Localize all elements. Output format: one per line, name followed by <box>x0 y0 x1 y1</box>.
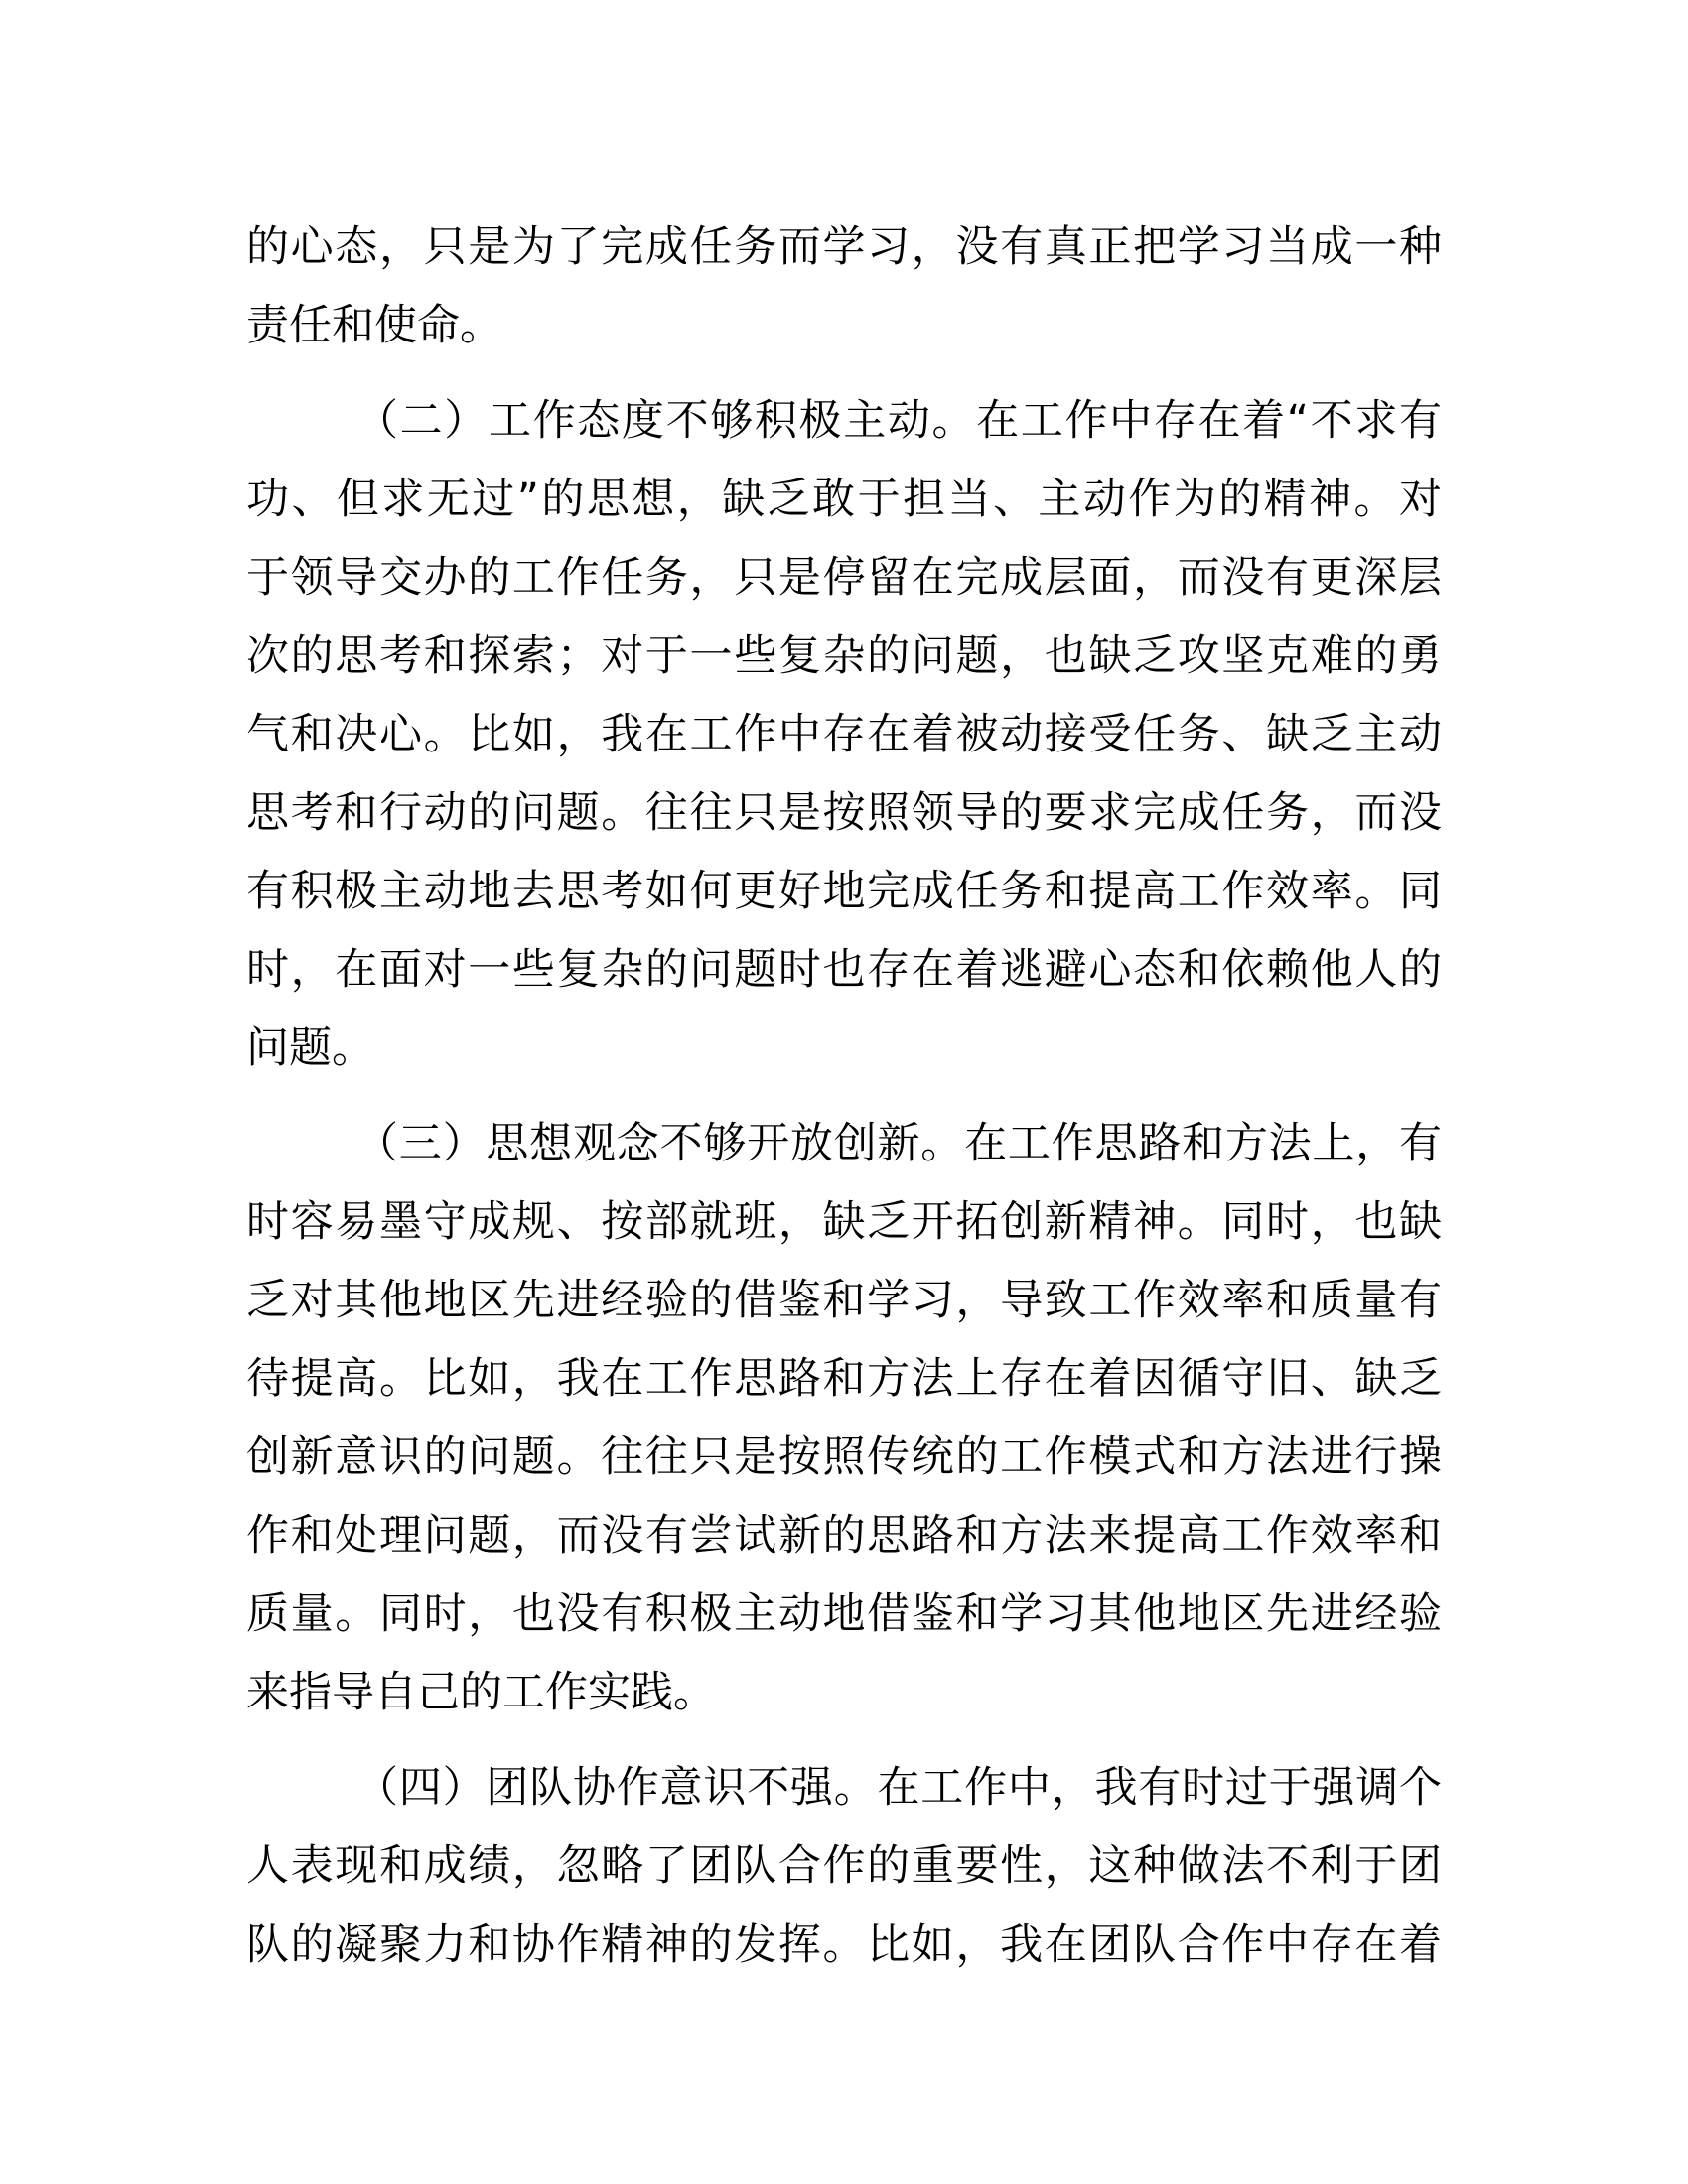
text-line: 次的思考和探索；对于一些复杂的问题，也缺乏攻坚克难的勇 <box>246 631 1442 681</box>
document-page <box>246 208 1442 2001</box>
text-line: 时容易墨守成规、按部就班，缺乏开拓创新精神。同时，也缺 <box>246 1197 1442 1247</box>
text-line: 质量。同时，也没有积极主动地借鉴和学习其他地区先进经验 <box>246 1589 1442 1639</box>
text-line: 气和决心。比如，我在工作中存在着被动接受任务、缺乏主动 <box>246 710 1442 759</box>
text-line: 思考和行动的问题。往往只是按照领导的要求完成任务，而没 <box>246 788 1442 838</box>
text-line: 的心态，只是为了完成任务而学习，没有真正把学习当成一种 <box>246 222 1442 272</box>
text-line: 有积极主动地去思考如何更好地完成任务和提高工作效率。同 <box>246 867 1442 916</box>
text-line: 来指导自己的工作实践。 <box>246 1668 716 1717</box>
paragraph-continuation <box>246 208 1442 365</box>
text-line: 时，在面对一些复杂的问题时也存在着逃避心态和依赖他人的 <box>246 945 1442 995</box>
text-line: 功、但求无过”的思想，缺乏敢于担当、主动作为的精神。对 <box>246 475 1442 524</box>
text-line: 作和处理问题，而没有尝试新的思路和方法来提高工作效率和 <box>246 1511 1442 1561</box>
text-line: 队的凝聚力和协作精神的发挥。比如，我在团队合作中存在着 <box>246 1920 1442 1970</box>
paragraph-teamwork <box>246 1749 1442 1984</box>
text-line: 于领导交办的工作任务，只是停留在完成层面，而没有更深层 <box>246 553 1442 603</box>
text-line: 创新意识的问题。往往只是按照传统的工作模式和方法进行操 <box>246 1433 1442 1482</box>
text-line: 人表现和成绩，忽略了团队合作的重要性，这种做法不利于团 <box>246 1842 1442 1891</box>
text-line: 乏对其他地区先进经验的借鉴和学习，导致工作效率和质量有 <box>246 1276 1442 1325</box>
text-line: 责任和使命。 <box>246 301 502 350</box>
text-line: （四）团队协作意识不强。在工作中，我有时过于强调个 <box>355 1763 1442 1813</box>
text-line: （二）工作态度不够积极主动。在工作中存在着“不求有 <box>355 396 1442 446</box>
paragraph-work-attitude <box>246 382 1442 1088</box>
paragraph-innovation <box>246 1105 1442 1732</box>
text-line: （三）思想观念不够开放创新。在工作思路和方法上，有 <box>355 1119 1442 1168</box>
text-line: 问题。 <box>246 1024 374 1073</box>
text-line: 待提高。比如，我在工作思路和方法上存在着因循守旧、缺乏 <box>246 1354 1442 1404</box>
